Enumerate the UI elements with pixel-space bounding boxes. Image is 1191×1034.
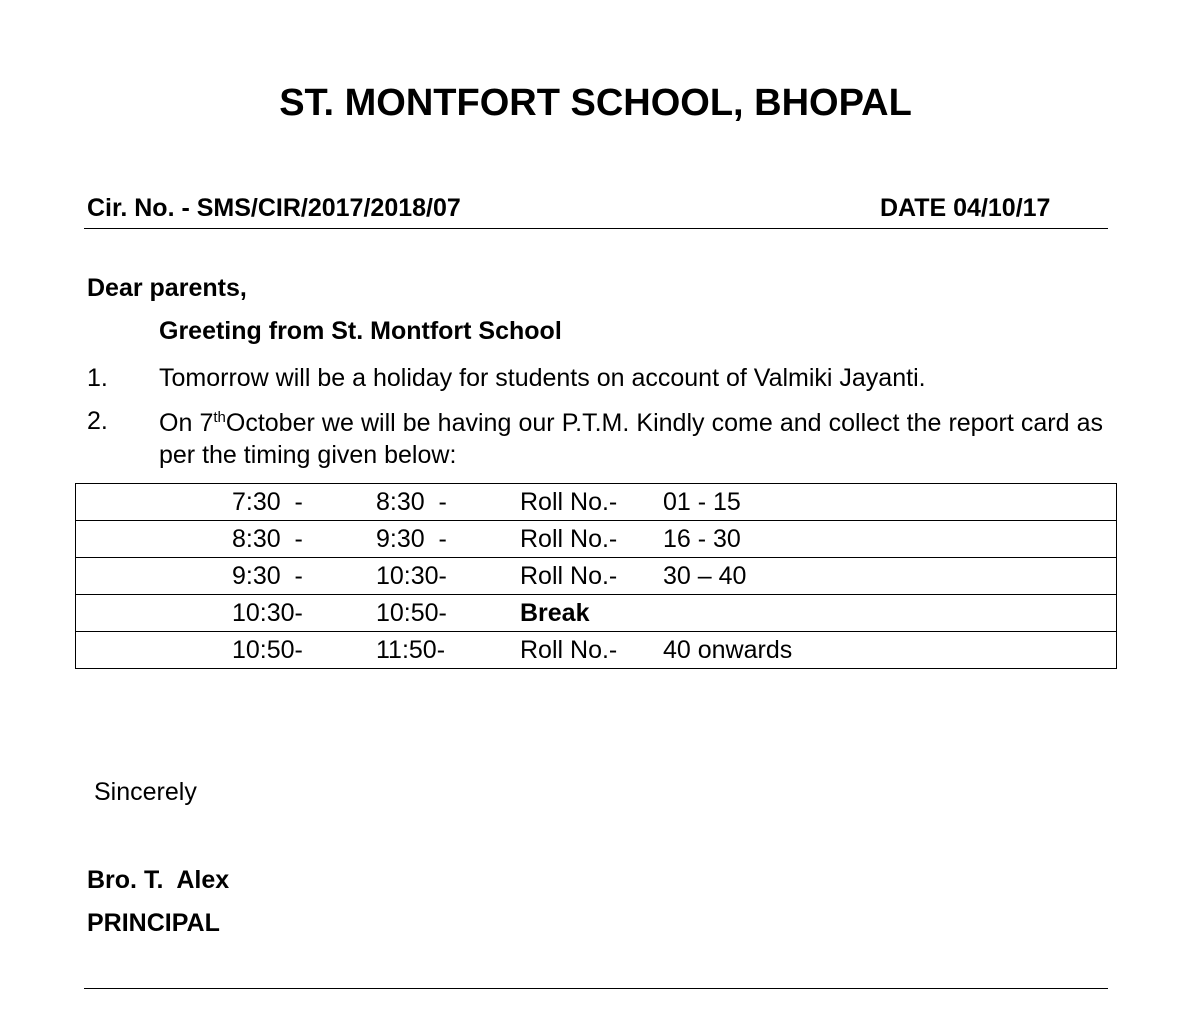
time-to: 11:50- bbox=[376, 632, 520, 669]
time-to: 9:30 - bbox=[376, 521, 520, 558]
table-row bbox=[76, 558, 1117, 595]
roll-range: 01 - 15 bbox=[663, 484, 1117, 521]
roll-label: Roll No.- bbox=[520, 632, 663, 669]
roll-range bbox=[663, 595, 1117, 632]
closing-sincerely: Sincerely bbox=[94, 778, 197, 806]
time-to: 8:30 - bbox=[376, 484, 520, 521]
signatory-name: Bro. T. Alex bbox=[87, 866, 230, 894]
point-text-body: October we will be having our P.T.M. Kindly come and collect the report card as per the timing given below: bbox=[159, 409, 1103, 469]
time-to: 10:50- bbox=[376, 595, 520, 632]
document-title: ST. MONTFORT SCHOOL, BHOPAL bbox=[279, 82, 912, 124]
point-text bbox=[159, 407, 1103, 471]
point-number: 2. bbox=[87, 407, 108, 435]
header-divider bbox=[84, 228, 1108, 229]
time-from: 9:30 - bbox=[232, 558, 376, 595]
spacer-cell bbox=[76, 558, 233, 595]
time-from: 7:30 - bbox=[232, 484, 376, 521]
circular-date: DATE 04/10/17 bbox=[880, 194, 1051, 222]
time-from: 8:30 - bbox=[232, 521, 376, 558]
table-row bbox=[76, 521, 1117, 558]
time-from: 10:50- bbox=[232, 632, 376, 669]
spacer-cell bbox=[76, 632, 233, 669]
footer-divider bbox=[84, 988, 1108, 989]
break-label: Break bbox=[520, 595, 663, 632]
circular-number: Cir. No. - SMS/CIR/2017/2018/07 bbox=[87, 194, 461, 222]
roll-label: Roll No.- bbox=[520, 521, 663, 558]
salutation: Dear parents, bbox=[87, 274, 247, 302]
point-text-prefix: On 7 bbox=[159, 409, 214, 437]
table-row bbox=[76, 484, 1117, 521]
ordinal-suffix: th bbox=[213, 409, 226, 426]
roll-range: 16 - 30 bbox=[663, 521, 1117, 558]
ptm-schedule-table bbox=[75, 483, 1117, 669]
point-text: Tomorrow will be a holiday for students on account of Valmiki Jayanti. bbox=[159, 364, 926, 392]
time-from: 10:30- bbox=[232, 595, 376, 632]
point-number: 1. bbox=[87, 364, 108, 392]
table-row bbox=[76, 595, 1117, 632]
roll-label: Roll No.- bbox=[520, 484, 663, 521]
spacer-cell bbox=[76, 595, 233, 632]
spacer-cell bbox=[76, 521, 233, 558]
table-row bbox=[76, 632, 1117, 669]
roll-range: 30 – 40 bbox=[663, 558, 1117, 595]
spacer-cell bbox=[76, 484, 233, 521]
signatory-designation: PRINCIPAL bbox=[87, 909, 220, 937]
roll-label: Roll No.- bbox=[520, 558, 663, 595]
time-to: 10:30- bbox=[376, 558, 520, 595]
roll-range: 40 onwards bbox=[663, 632, 1117, 669]
greeting-line: Greeting from St. Montfort School bbox=[159, 317, 562, 345]
